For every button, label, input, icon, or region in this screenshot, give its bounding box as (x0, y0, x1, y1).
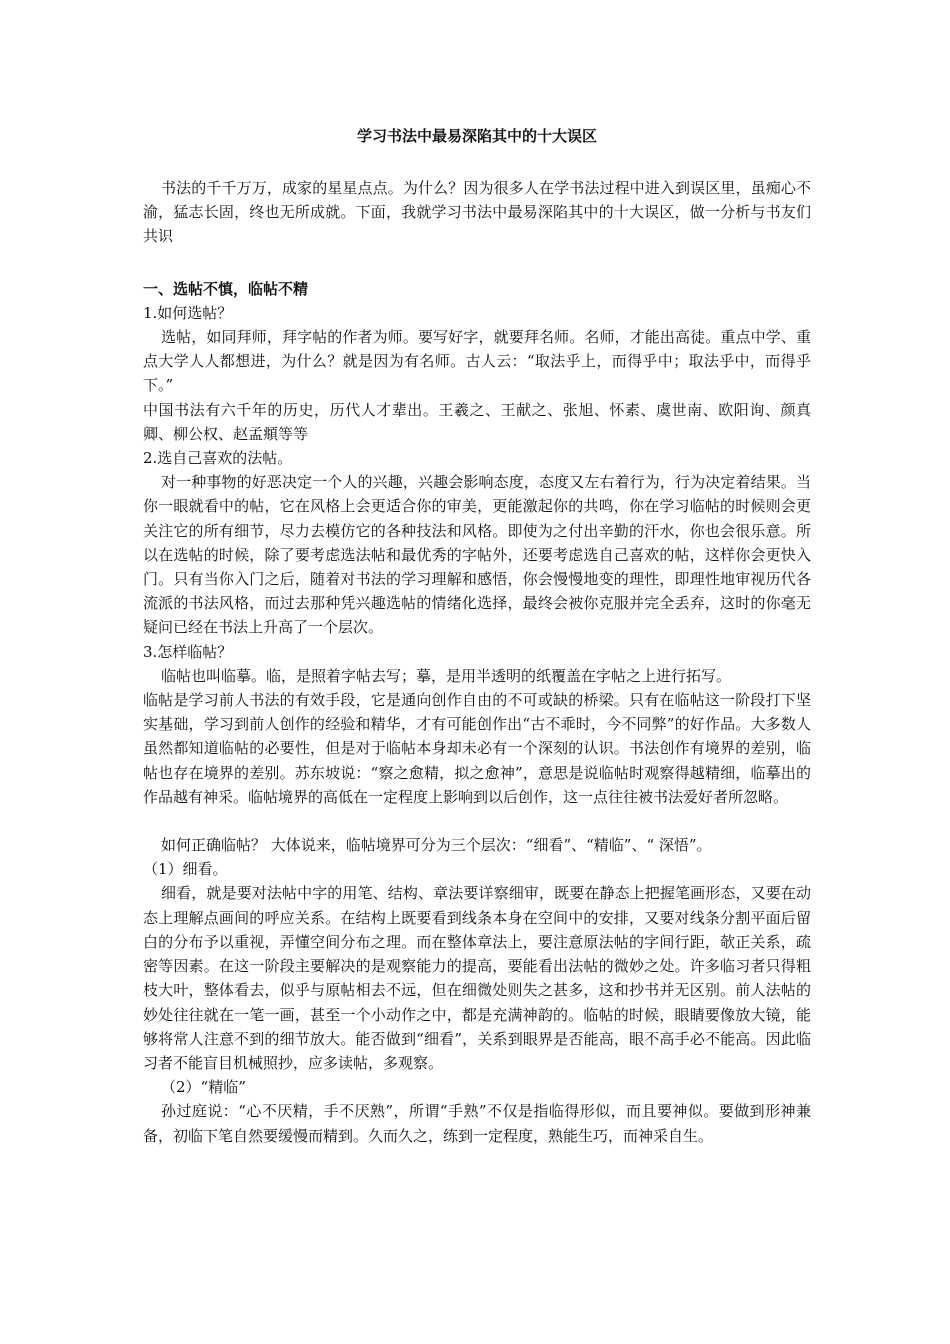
blank-line (143, 809, 811, 833)
paragraph: 对一种事物的好恶决定一个人的兴趣，兴趣会影响态度，态度又左右着行为，行为决定着结果。当你一眼就看中的帖，它在风格上会更适合你的审美，更能激起你的共鸣，你在学习临帖的时候则会更关注它的所有细节，尽力去模仿它的各种技法和风格。即使为之付出辛勤的汗水，你也会很乐意。所以在选帖的时候，除了要考虑选法帖和最优秀的字帖外，还要考虑选自己喜欢的帖，这样你会更快入门。只有当你入门之后，随着对书法的学习理解和感悟，你会慢慢地变的理性，即理性地审视历代各流派的书法风格，而过去那种凭兴趣选帖的情绪化选择，最终会被你克服并完全丢弃，这时的你毫无疑问已经在书法上升高了一个层次。 (143, 473, 811, 637)
paragraph: 细看，就是要对法帖中字的用笔、结构、章法要详察细审，既要在静态上把握笔画形态，又要在动态上理解点画间的呼应关系。在结构上既要看到线条本身在空间中的安排，又要对线条分割平面后留白的分布予以重视，弄懂空间分布之理。而在整体章法上，要注意原法帖的字间行距，欹正关系，疏密等因素。在这一阶段主要解决的是观察能力的提高，要能看出法帖的微妙之处。许多临习者只得粗枝大叶，整体看去，似乎与原帖相去不远，但在细微处则失之甚多，这和抄书并无区别。前人法帖的妙处往往就在一笔一画，甚至一个小动作之中，都是充满神韵的。临帖的时候，眼睛要像放大镜，能够将常人注意不到的细节放大。能否做到“细看”，关系到眼界是否能高，眼不高手必不能高。因此临习者不能盲目机械照抄，应多读帖，多观察。 (143, 884, 811, 1072)
intro-paragraph: 书法的千千万万，成家的星星点点。为什么？因为很多人在学书法过程中进入到误区里，虽痴心不渝，猛志长固，终也无所成就。下面，我就学习书法中最易深陷其中的十大误区，做一分析与书友们共识 (143, 179, 811, 246)
subheading-choose-copybook: 1.如何选帖？ (143, 303, 233, 322)
paragraph: 选帖，如同拜师，拜字帖的作者为师。要写好字，就要拜名师。名师，才能出高徒。重点中学、重点大学人人都想进，为什么？就是因为有名师。古人云：“取法乎上，而得乎中；取法乎中，而得乎下。” (143, 328, 811, 395)
subheading-how-to-copy: 3.怎样临帖？ (143, 642, 233, 661)
section-heading: 一、选帖不慎，临帖不精 (143, 279, 309, 298)
paragraph: 孙过庭说：“心不厌精，手不厌熟”，所谓“手熟”不仅是指临得形似，而且要神似。要做到形神兼备，初临下笔自然要缓慢而精到。久而久之，练到一定程度，熟能生巧，而神采自生。 (143, 1102, 811, 1145)
subheading-observe: （1）细看。 (143, 860, 228, 879)
document-body (143, 124, 811, 1148)
subheading-precise-copy: （2）“精临” (161, 1078, 246, 1097)
document-title: 学习书法中最易深陷其中的十大误区 (356, 127, 597, 145)
paragraph: 如何正确临帖？ 大体说来，临帖境界可分为三个层次：“细看”、“精临”、“ 深悟”。 (161, 836, 712, 855)
paragraph: 临帖是学习前人书法的有效手段，它是通向创作自由的不可或缺的桥梁。只有在临帖这一阶段打下坚实基础，学习到前人创作的经验和精华，才有可能创作出“古不乖时，今不同弊”的好作品。大多数人虽然都知道临帖的必要性，但是对于临帖本身却未必有一个深刻的认识。书法创作有境界的差别，临帖也存在境界的差别。苏东坡说：“察之愈精，拟之愈神”，意思是说临帖时观察得越精细，临摹出的作品越有神采。临帖境界的高低在一定程度上影响到以后创作，这一点往往被书法爱好者所忽略。 (143, 691, 811, 806)
subheading-favorite-copybook: 2.选自己喜欢的法帖。 (143, 449, 293, 468)
paragraph: 临帖也叫临摹。临，是照着字帖去写；摹，是用半透明的纸覆盖在字帖之上进行拓写。 (161, 666, 732, 685)
paragraph: 中国书法有六千年的历史，历代人才辈出。王羲之、王献之、张旭、怀素、虞世南、欧阳询、颜真卿、柳公权、赵孟頫等等 (143, 400, 811, 443)
